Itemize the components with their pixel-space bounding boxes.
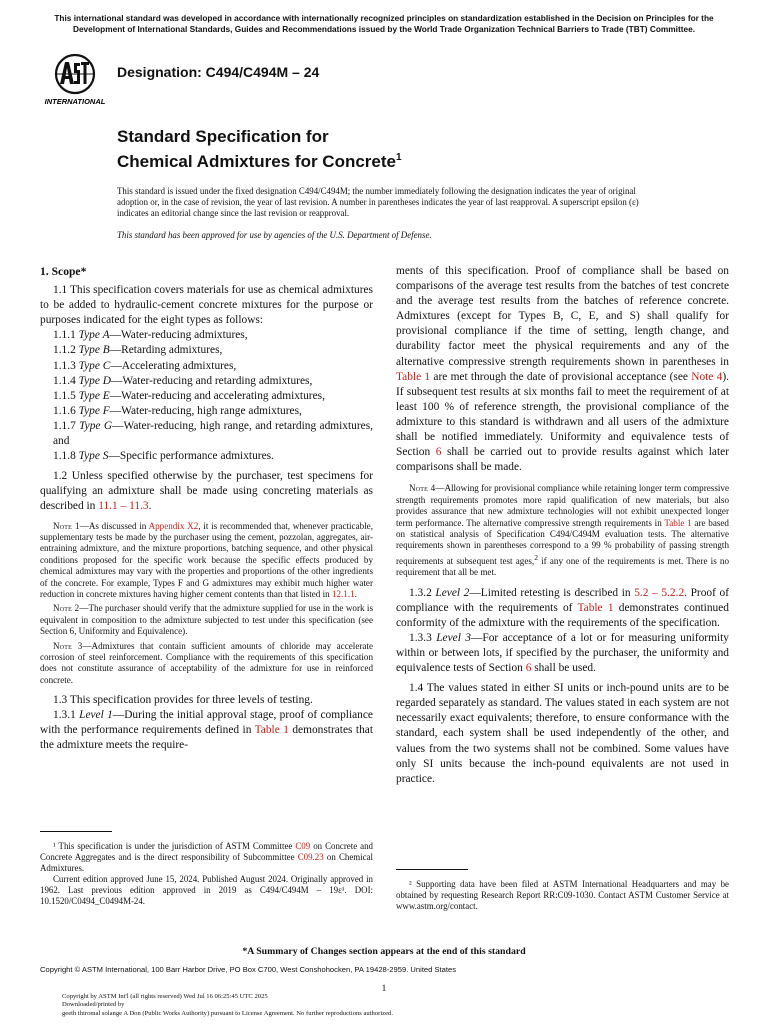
link-c09-23[interactable]: C09.23 — [297, 852, 324, 862]
section-1-4: 1.4 The values stated in either SI units or inch-pound units are to be regarded separately as standard. The values stated in each system are not necessarily exact equivalents; therefore, to ensure conformance with the standard, each system shall be used independently of the other, and values from the two systems shall not be combined. Some values have only SI units because the inch-pound equivalents are not used in practice. — [396, 682, 729, 785]
section-1-3-3: 1.3.3 Level 3—For acceptance of a lot or for measuring uniformity within or between lots, if specified by the purchaser, the uniformity and equivalence tests of Section 6 shall be used. — [396, 631, 729, 675]
link-appendix-x2[interactable]: Appendix X2 — [148, 520, 199, 531]
astm-logo — [42, 50, 108, 106]
issue-note: This standard is issued under the fixed designation C494/C494M; the number immediately following the designation indicates the year of original adoption or, in the case of revision, the year of last revision. A number in parentheses indicates the year of last reapproval. A superscript epsilon (ε) indicates an editorial change since the last revision or reapproval. — [117, 186, 639, 218]
admixture-type-item: 1.1.6 Type F—Water-reducing, high range admixtures, — [53, 404, 302, 417]
admixture-type-item: 1.1.5 Type E—Water-reducing and accelerating admixtures, — [53, 389, 325, 402]
admixture-type-item: 1.1.7 Type G—Water-reducing, high range, and retarding admixtures, and — [53, 419, 373, 448]
link-table-1[interactable]: Table 1 — [254, 724, 289, 737]
page-number: 1 — [381, 983, 387, 994]
document-title — [117, 126, 402, 172]
title-line-1: Standard Specification for — [117, 127, 329, 146]
footnote-2-block — [396, 869, 729, 912]
link-note-4[interactable]: Note 4 — [691, 370, 723, 383]
note-4: Note 4—Allowing for provisional compliance while retaining longer term compressive strength requirements promotes more rapid qualification of new materials, but also provides assurance that new admixture technologies will not exhibit unexpected longer term performance. The alternative compressive strength requirements in Table 1 are based on statistical analysis of Specification C494/C494M evaluation tests. The alternative requirements shown in parentheses correspond to a 99 % probability of passing strength requirements at subsequent test ages,$^2$ if any one of the requirements is met. There is no requirement that all be met. — [396, 483, 729, 578]
link-table-1[interactable]: Table 1 — [577, 601, 614, 614]
designation: Designation: C494/C494M – 24 — [117, 64, 320, 80]
note-2: Note 2—The purchaser should verify that the admixture supplied for use in the work is equivalent in composition to the admixture subjected to test under this specification (see Section 6, Uniformity and Equivalence). — [40, 603, 373, 637]
footnote-2-ref[interactable]: 2 — [534, 552, 538, 562]
admixture-type-list — [40, 328, 373, 464]
link-table-1[interactable]: Table 1 — [664, 517, 692, 528]
download-stamp: Copyright by ASTM Int'l (all rights reserved) Wed Jul 16 06:25:45 UTC 2025 Downloaded/printed by geeth thiromal solange A Don (Public Works Authority) pursuant to License Agreement. No further reproductions authorized. — [62, 993, 393, 1017]
link-12-1-1[interactable]: 12.1.1 — [331, 588, 355, 599]
title-footnote-ref[interactable]: 1 — [396, 152, 402, 163]
copyright-line: Copyright © ASTM International, 100 Barr Harbor Drive, PO Box C700, West Conshohocken, PA 19428-2959. United States — [40, 965, 457, 974]
admixture-type-item: 1.1.2 Type B—Retarding admixtures, — [53, 344, 223, 357]
note-1: Note 1—As discussed in Appendix X2, it is recommended that, whenever practicable, supplementary tests be made by the purchaser using the cement, pozzolan, aggregates, air-entraining admixture, and the mixture proportions, batching sequence, and other physical conditions proposed for the specific work because the specific effects produced by chemical admixtures may vary with the properties and proportions of the other ingredients of the concrete. For example, Types F and G admixtures may exhibit much higher water reduction in concrete mixtures having higher cement contents than that listed in 12.1.1. — [40, 520, 373, 599]
link-5-2-5-2-2[interactable]: 5.2 – 5.2.2 — [634, 586, 685, 599]
footnote-1-block — [40, 831, 373, 907]
title-line-2: Chemical Admixtures for Concrete$^1$ — [117, 152, 402, 171]
right-column — [396, 264, 729, 787]
international-standard-notice: This international standard was developed in accordance with internationally recognized principles on standardization established in the Decision on Principles for the Development of International Standards, Guides and Recommendations issued by the World Trade Organization Technical Barriers to Trade (TBT) Committee. — [54, 13, 714, 34]
logo-text: INTERNATIONAL — [44, 97, 106, 106]
link-section-6[interactable]: 6 — [435, 446, 442, 459]
admixture-type-item: 1.1.8 Type S—Specific performance admixtures. — [53, 450, 274, 463]
admixture-type-item: 1.1.3 Type C—Accelerating admixtures, — [53, 359, 237, 372]
link-section-6[interactable]: 6 — [525, 662, 532, 675]
section-1-3: 1.3 This specification provides for three levels of testing. — [53, 694, 313, 707]
scope-heading: 1. Scope* — [40, 265, 87, 278]
section-1-3-1-continued: ments of this specification. Proof of compliance shall be based on comparisons of the average test results from the batches of test concrete and the average test results from the batches of reference concrete. Admixtures (except for Types B, C, E, and S) shall qualify for provisional compliance if the time of setting, length change, and durability factor meet the physical requirements and any of the alternative compressive strength requirements shown in parentheses in Table 1 are met through the date of provisional acceptance (see Note 4). If subsequent test results at six months fail to meet the requirement of at least 100 % of reference strength, the provisional compliance of the admixture to this standard is withdrawn and all users of the admixture shall be notified immediately. Uniformity and equivalence tests of Section 6 shall be carried out to provide results against which later comparisons shall be made. — [396, 265, 730, 474]
left-column — [40, 264, 373, 754]
dod-approval-note: This standard has been approved for use by agencies of the U.S. Department of Defense. — [117, 230, 432, 240]
link-11-1-11-3[interactable]: 11.1 – 11.3 — [98, 500, 149, 513]
section-1-2: 1.2 Unless specified otherwise by the purchaser, test specimens for qualifying an admixture shall be made using concreting materials as described in 11.1 – 11.3. — [40, 470, 373, 513]
footnote-rule — [396, 869, 468, 870]
section-1-3-1: 1.3.1 Level 1—During the initial approval stage, proof of compliance with the performance requirements defined in Table 1 demonstrates that the admixture meets the require- — [40, 709, 373, 752]
admixture-type-item: 1.1.1 Type A—Water-reducing admixtures, — [53, 329, 248, 342]
footnote-rule — [40, 831, 112, 832]
admixture-type-item: 1.1.4 Type D—Water-reducing and retarding admixtures, — [53, 374, 313, 387]
footnote-2: ² Supporting data have been filed at ASTM International Headquarters and may be obtained by requesting Research Report RR:C09-1030. Contact ASTM Customer Service at www.astm.org/contact. — [396, 879, 729, 911]
section-1-1: 1.1 This specification covers materials for use as chemical admixtures to be added to hydraulic-cement concrete mixtures for the purpose or purposes indicated for the eight types as follows: — [40, 284, 373, 327]
footnote-1-edition: Current edition approved June 15, 2024. Published August 2024. Originally approved in 1962. Last previous edition approved in 2019 as C494/C494M – 19ε¹. DOI: 10.1520/C0494_C0494M-24. — [40, 874, 373, 906]
note-3: Note 3—Admixtures that contain sufficient amounts of chloride may accelerate corrosion of steel reinforcement. Compliance with the requirements of this specification does not constitute assurance of acceptability of the admixture for use in reinforced concrete. — [40, 640, 373, 685]
section-1-3-2: 1.3.2 Level 2—Limited retesting is described in 5.2 – 5.2.2. Proof of compliance with the requirements of Table 1 demonstrates continued conformity of the admixture with the requirements of the specification. — [396, 586, 730, 629]
link-c09[interactable]: C09 — [295, 841, 311, 851]
link-table-1[interactable]: Table 1 — [396, 370, 431, 383]
footnote-1: ¹ This specification is under the jurisdiction of ASTM Committee C09 on Concrete and Concrete Aggregates and is the direct responsibility of Subcommittee C09.23 on Chemical Admixtures. — [40, 841, 373, 873]
summary-of-changes-note: *A Summary of Changes section appears at the end of this standard — [242, 946, 526, 957]
